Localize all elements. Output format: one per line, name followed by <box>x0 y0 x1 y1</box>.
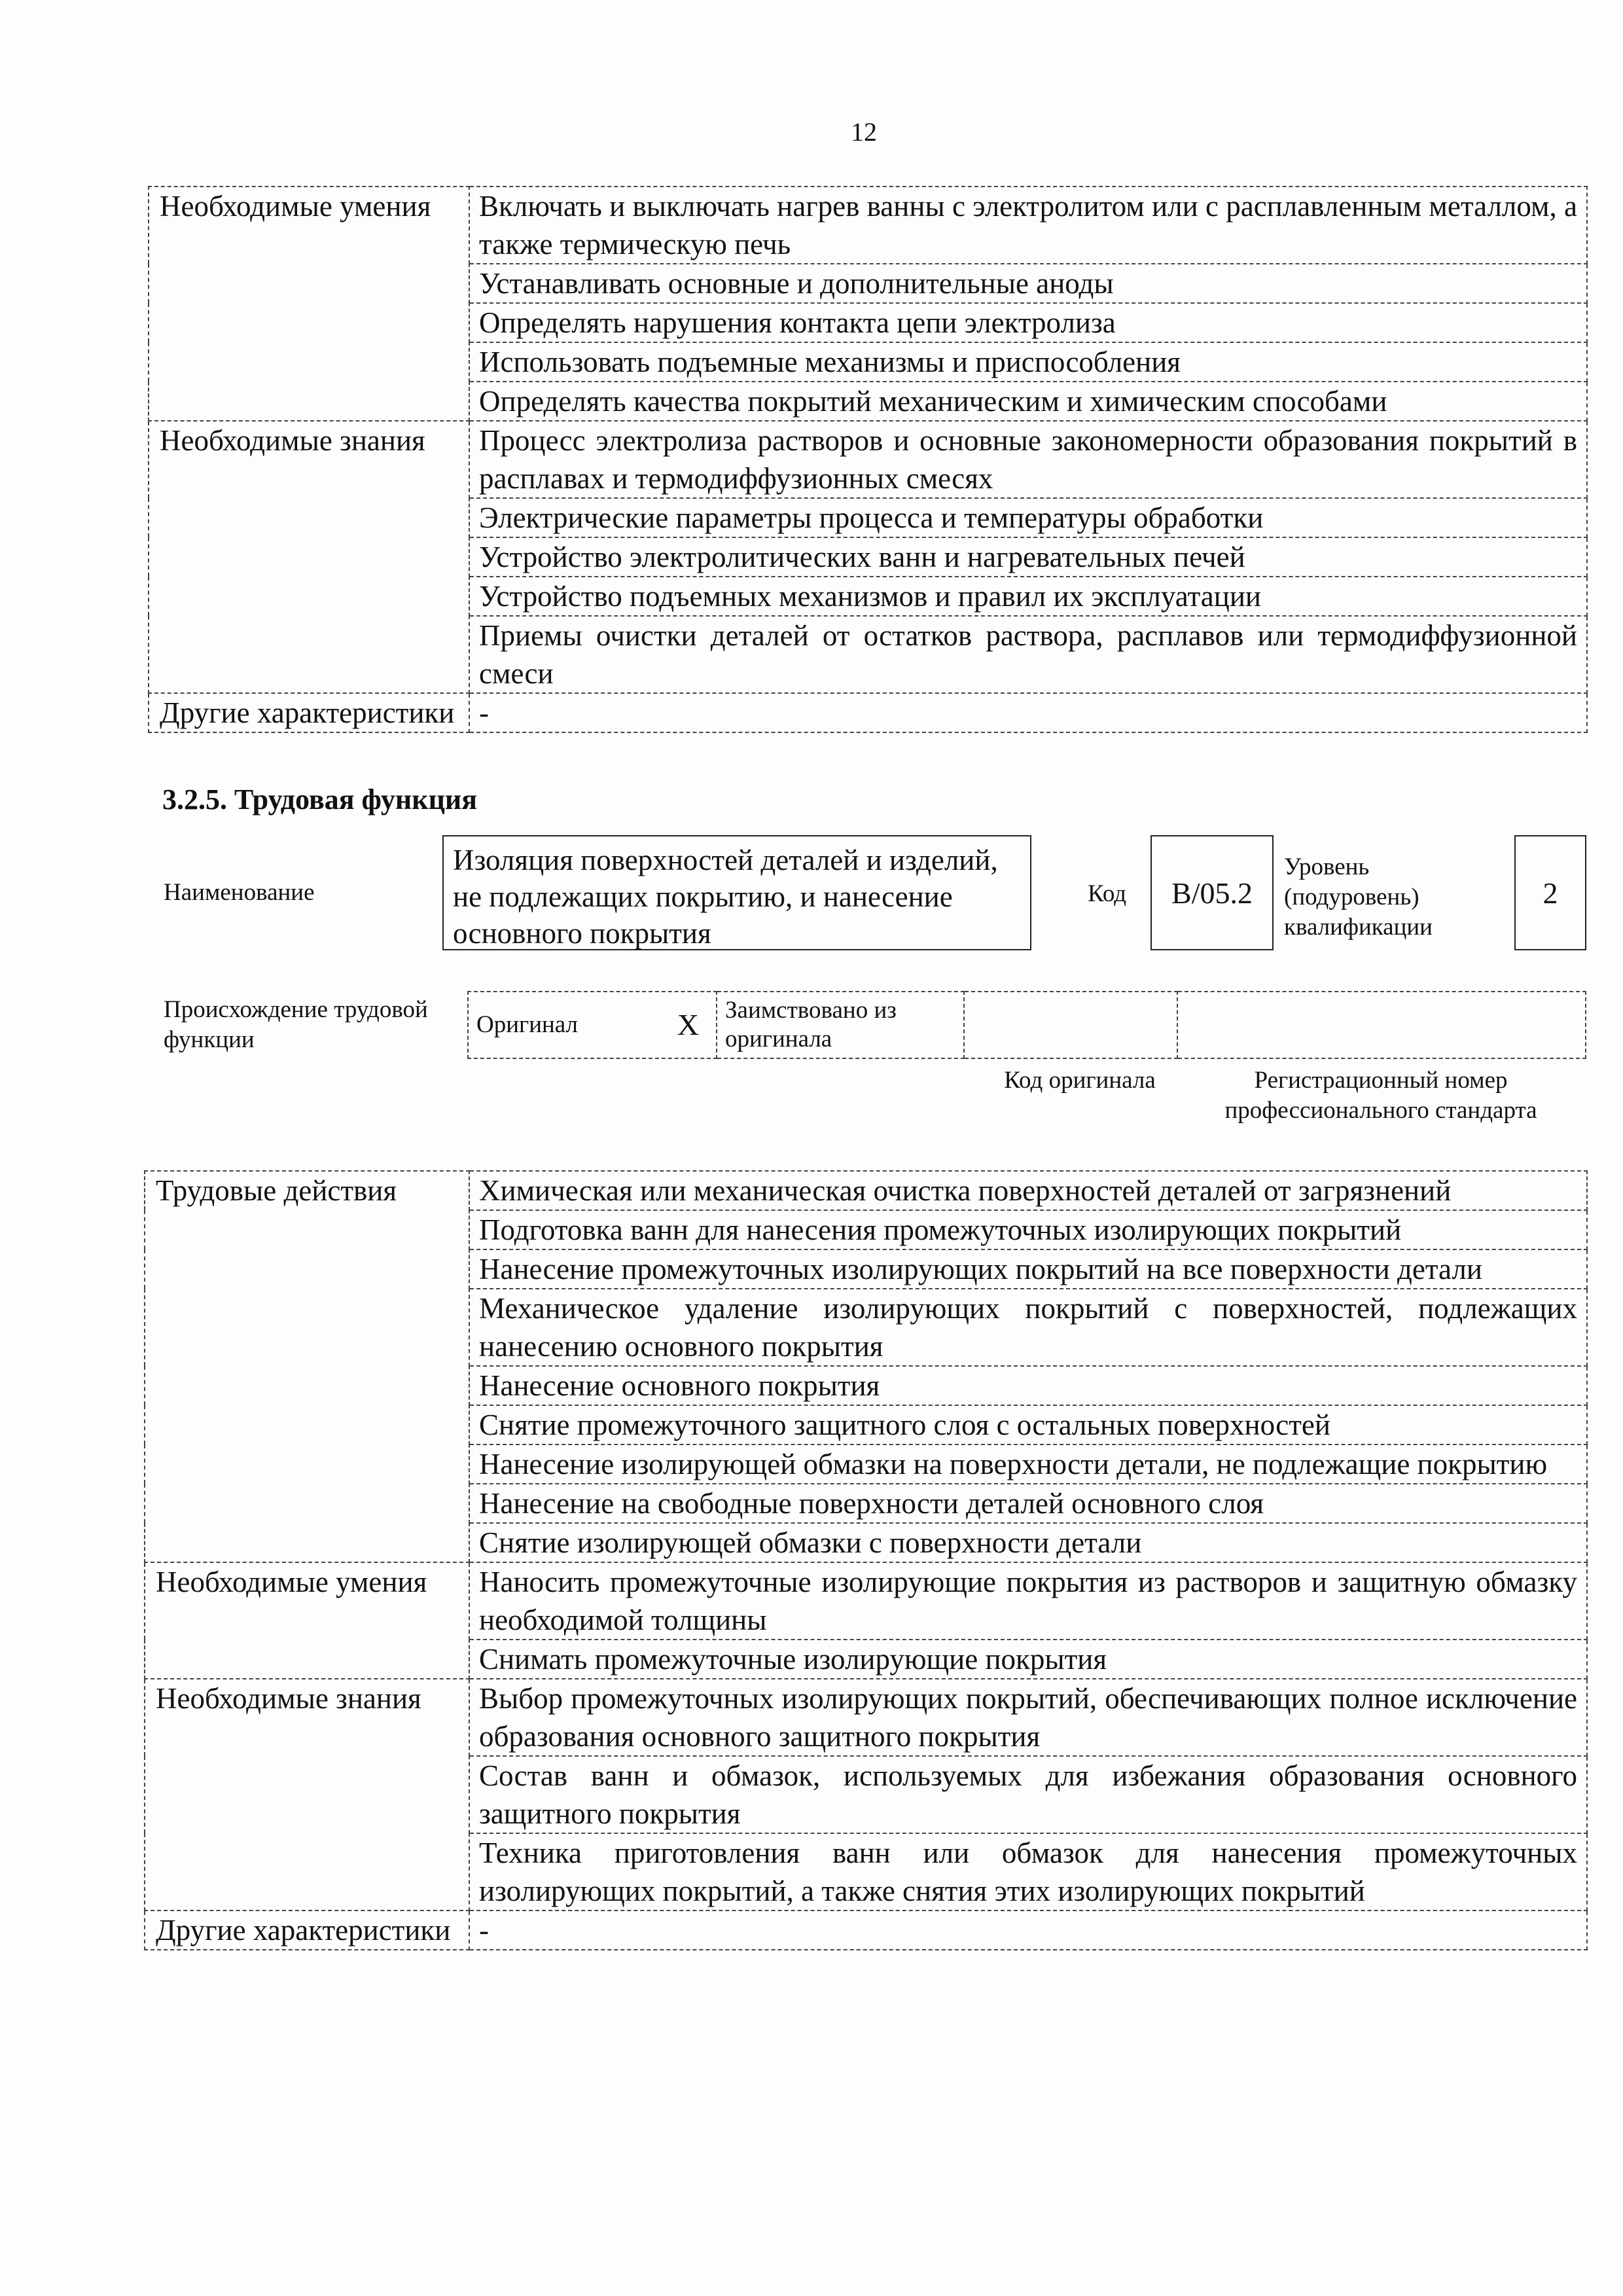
original-code-caption: Код оригинала <box>1004 1067 1156 1094</box>
level-box: 2 <box>1514 835 1586 950</box>
table-row <box>149 187 1587 264</box>
reg-number-caption: Регистрационный номер профессионального стандарта <box>1224 1067 1537 1124</box>
labor-actions-table <box>144 1170 1588 1950</box>
row-label: Другие характеристики <box>149 693 469 732</box>
row-item: Состав ванн и обмазок, используемых для избежания образования основного защитного покрытия <box>469 1756 1587 1833</box>
function-code-box: B/05.2 <box>1150 835 1274 950</box>
row-label: Другие характеристики <box>145 1910 469 1950</box>
row-item: Определять нарушения контакта цепи электролиза <box>469 303 1587 342</box>
row-item: Наносить промежуточные изолирующие покрытия из растворов и защитную обмазку необходимой толщины <box>469 1562 1587 1640</box>
row-item: Устанавливать основные и дополнительные аноды <box>469 264 1587 303</box>
level-label: Уровень (подуровень) квалификации <box>1284 853 1433 941</box>
row-item: Устройство подъемных механизмов и правил их эксплуатации <box>469 577 1587 616</box>
skills-knowledge-table-1 <box>148 186 1588 733</box>
table-row <box>149 693 1587 732</box>
row-item: Нанесение основного покрытия <box>469 1366 1587 1405</box>
origin-table <box>467 991 1586 1059</box>
original-code-cell <box>964 992 1177 1058</box>
row-item: Снимать промежуточные изолирующие покрытия <box>469 1640 1587 1679</box>
row-item: Устройство электролитических ванн и нагревательных печей <box>469 537 1587 577</box>
original-label: Оригинал <box>476 1011 579 1038</box>
row-label: Необходимые умения <box>149 187 469 421</box>
row-item: Определять качества покрытий механическим и химическим способами <box>469 382 1587 421</box>
borrowed-cell: Заимствовано из оригинала <box>717 992 964 1058</box>
row-item: Нанесение промежуточных изолирующих покрытий на все поверхности детали <box>469 1249 1587 1289</box>
row-item: Механическое удаление изолирующих покрытий с поверхностей, подлежащих нанесению основного покрытия <box>469 1289 1587 1366</box>
row-item: Выбор промежуточных изолирующих покрытий, обеспечивающих полное исключение образования основного защитного покрытия <box>469 1679 1587 1756</box>
row-item: Использовать подъемные механизмы и приспособления <box>469 342 1587 382</box>
row-label: Необходимые знания <box>145 1679 469 1910</box>
table-row <box>145 1562 1587 1640</box>
row-item: Процесс электролиза растворов и основные закономерности образования покрытий в расплавах и термодиффузионных смесях <box>469 421 1587 498</box>
origin-label: Происхождение трудовой функции <box>164 996 428 1053</box>
row-item: Техника приготовления ванн или обмазок для нанесения промежуточных изолирующих покрытий, а также снятия этих изолирующих покрытий <box>469 1833 1587 1910</box>
row-label: Необходимые знания <box>149 421 469 693</box>
name-label: Наименование <box>164 879 315 906</box>
row-item: Химическая или механическая очистка поверхностей деталей от загрязнений <box>469 1171 1587 1210</box>
table-row <box>149 421 1587 498</box>
row-item: Приемы очистки деталей от остатков раствора, расплавов или термодиффузионной смеси <box>469 616 1587 693</box>
original-mark: X <box>677 1008 699 1041</box>
row-item: Включать и выключать нагрев ванны с электролитом или с расплавленным металлом, а также термическую печь <box>469 187 1587 264</box>
row-item: - <box>469 1910 1587 1950</box>
row-item: Нанесение изолирующей обмазки на поверхности детали, не подлежащие покрытию <box>469 1444 1587 1484</box>
row-label: Трудовые действия <box>145 1171 469 1562</box>
reg-number-cell <box>1177 992 1586 1058</box>
row-item: Снятие изолирующей обмазки с поверхности детали <box>469 1523 1587 1562</box>
row-item: Нанесение на свободные поверхности деталей основного слоя <box>469 1484 1587 1523</box>
row-item: - <box>469 693 1587 732</box>
section-heading: 3.2.5. Трудовая функция <box>162 783 478 816</box>
table-row <box>145 1910 1587 1950</box>
table-row <box>145 1679 1587 1756</box>
page-number: 12 <box>851 117 877 147</box>
row-label: Необходимые умения <box>145 1562 469 1679</box>
function-name-box: Изоляция поверхностей деталей и изделий, не подлежащих покрытию, и нанесение основного покрытия <box>442 835 1031 950</box>
row-item: Подготовка ванн для нанесения промежуточных изолирующих покрытий <box>469 1210 1587 1249</box>
table-row <box>145 1171 1587 1210</box>
original-cell <box>468 992 717 1058</box>
row-item: Электрические параметры процесса и температуры обработки <box>469 498 1587 537</box>
code-label: Код <box>1088 880 1127 907</box>
row-item: Снятие промежуточного защитного слоя с остальных поверхностей <box>469 1405 1587 1444</box>
